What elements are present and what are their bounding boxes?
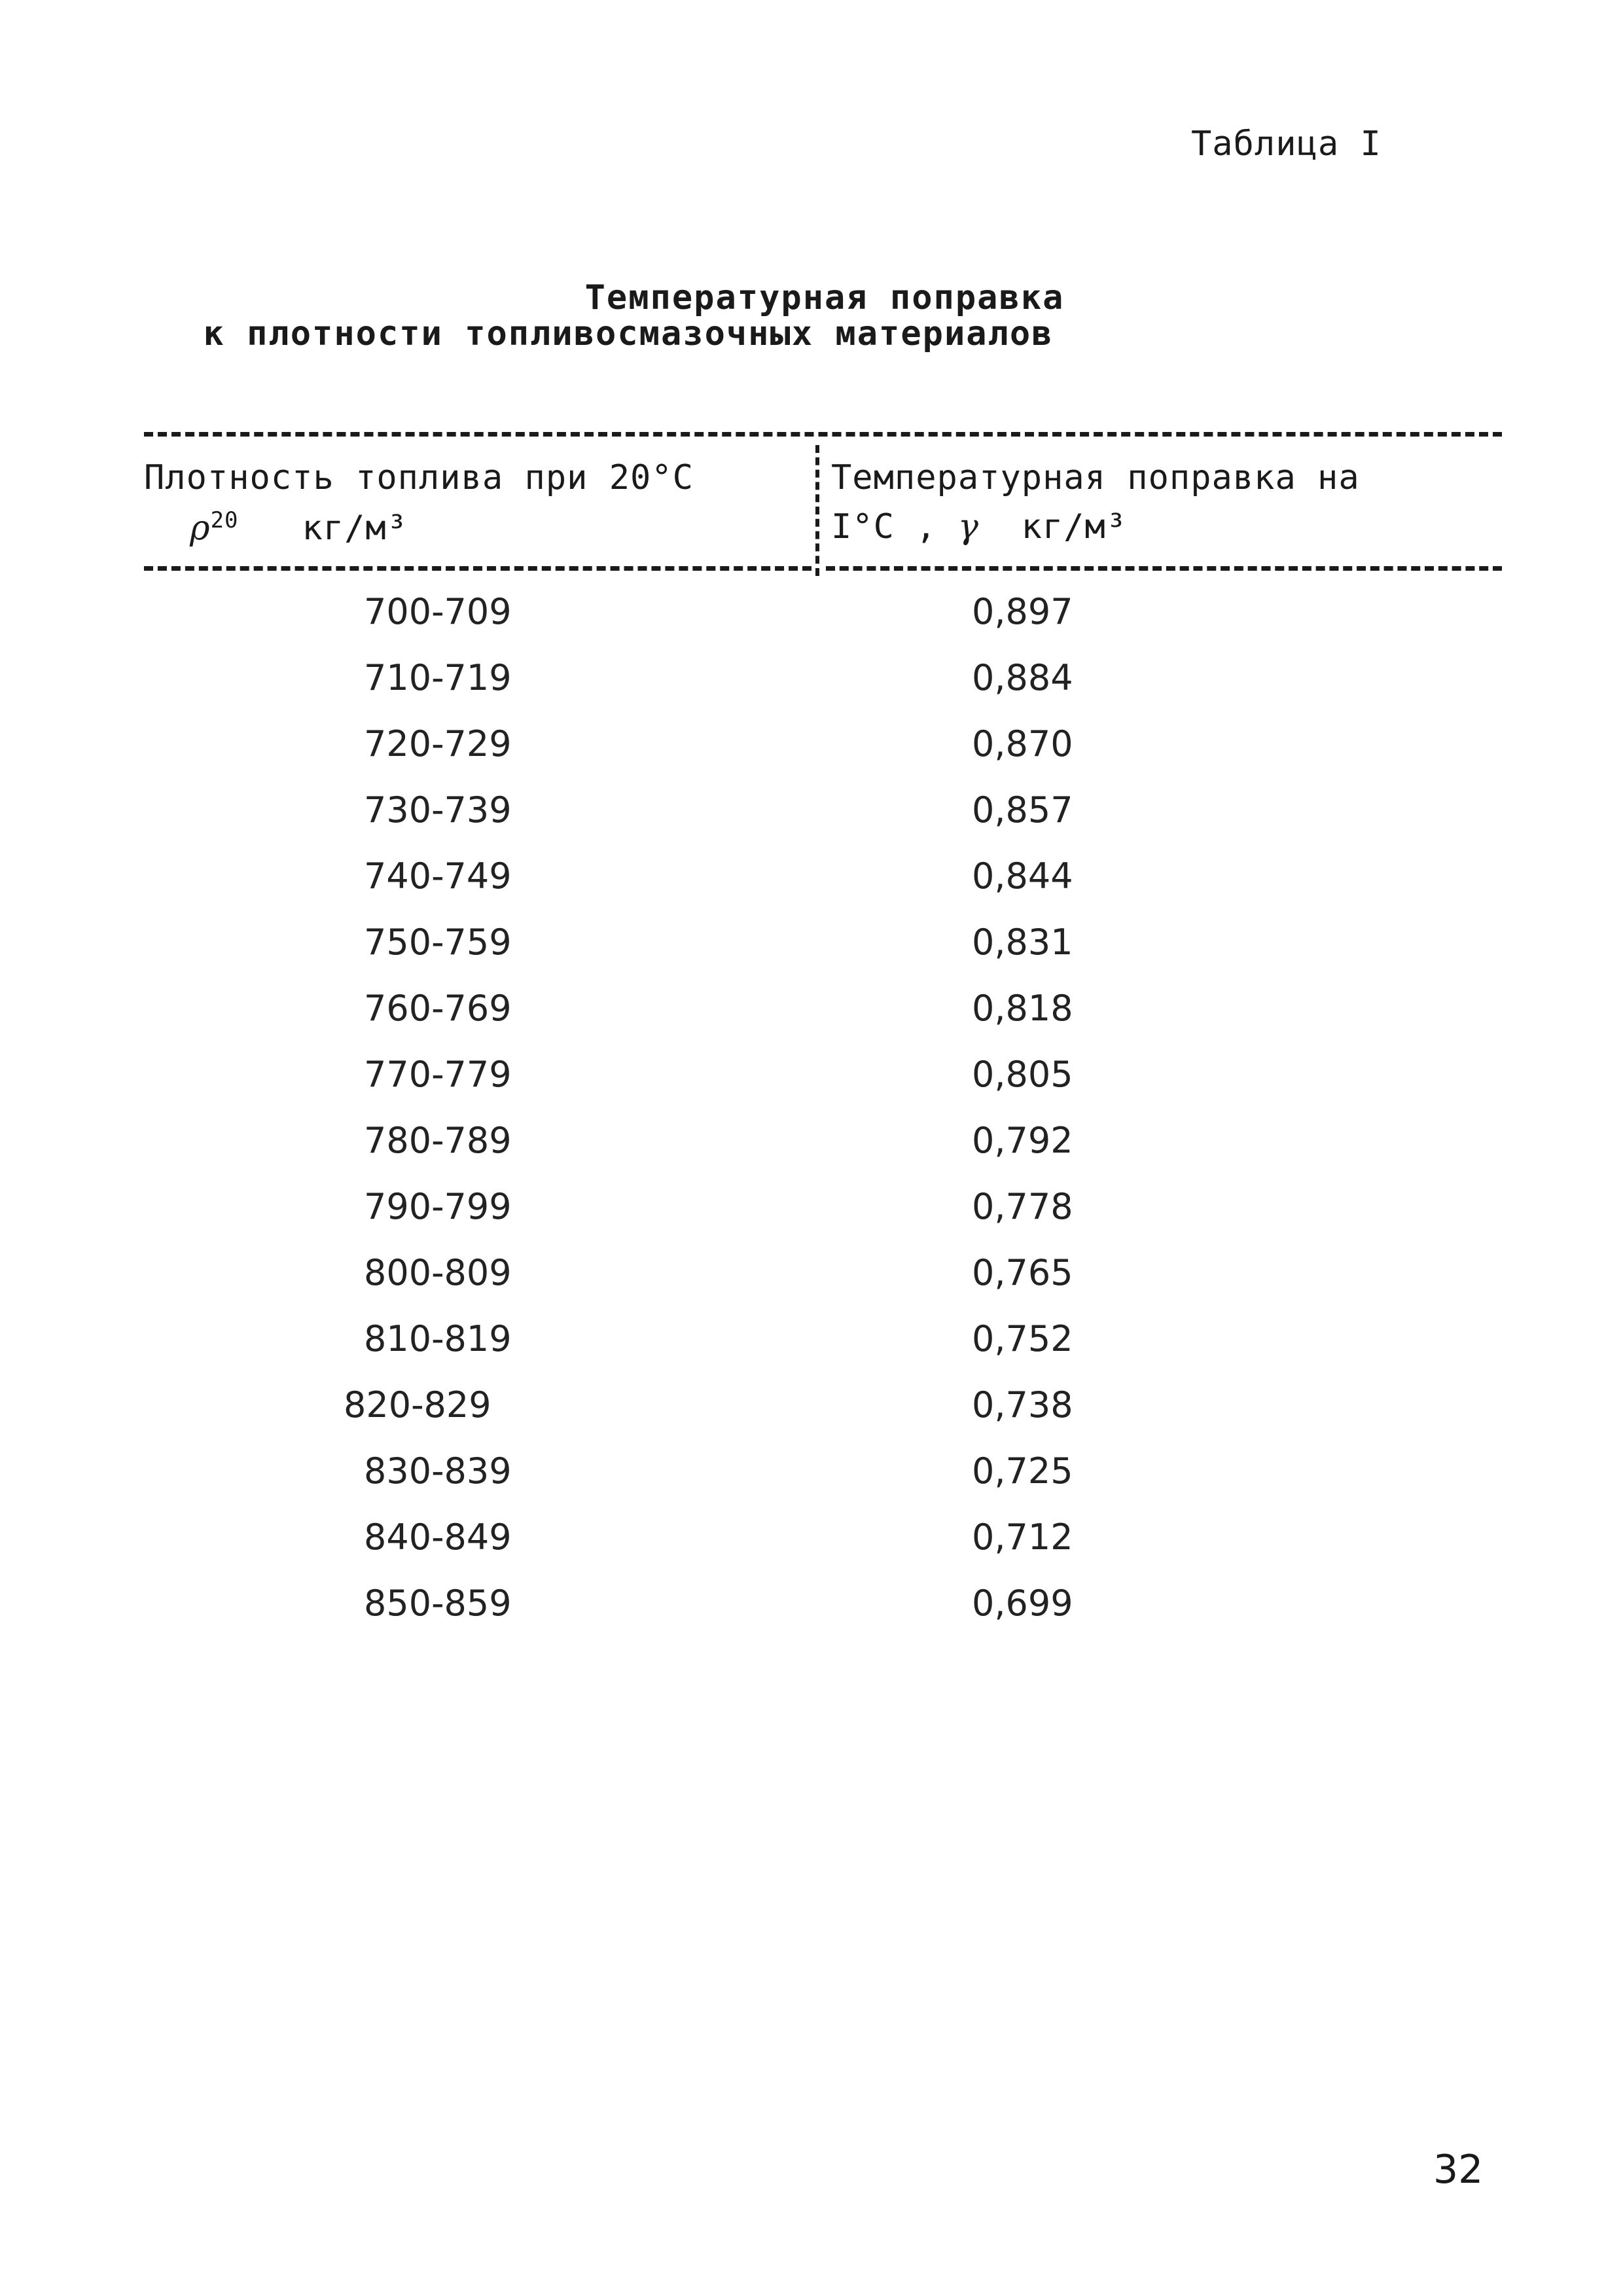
correction-value-cell: 0,805 bbox=[972, 1054, 1073, 1095]
table-row bbox=[0, 1379, 1623, 1445]
header-column-divider bbox=[815, 445, 819, 576]
density-range-cell: 750-759 bbox=[364, 922, 512, 963]
header-bottom-rule-left bbox=[144, 566, 812, 571]
table-row bbox=[0, 1511, 1623, 1577]
correction-value-cell: 0,738 bbox=[972, 1384, 1073, 1426]
rho-symbol: ρ bbox=[190, 509, 211, 548]
density-range-cell: 830-839 bbox=[364, 1450, 512, 1492]
correction-value-cell: 0,778 bbox=[972, 1186, 1073, 1227]
correction-unit: кг/м³ bbox=[1021, 507, 1128, 547]
table-row bbox=[0, 1247, 1623, 1313]
correction-value-cell: 0,818 bbox=[972, 988, 1073, 1029]
density-unit: кг/м³ bbox=[302, 509, 408, 548]
correction-value-cell: 0,857 bbox=[972, 789, 1073, 831]
table-row bbox=[0, 850, 1623, 916]
density-range-cell: 770-779 bbox=[364, 1054, 512, 1095]
table-row bbox=[0, 1115, 1623, 1181]
table-label: Таблица I bbox=[1191, 124, 1382, 164]
correction-value-cell: 0,831 bbox=[972, 922, 1073, 963]
correction-value-cell: 0,844 bbox=[972, 855, 1073, 897]
density-range-cell: 800-809 bbox=[364, 1252, 512, 1293]
correction-value-cell: 0,765 bbox=[972, 1252, 1073, 1293]
table-title-line2: к плотности топливосмазочных материалов bbox=[203, 314, 1054, 353]
table-row bbox=[0, 1445, 1623, 1511]
header-density-symbol-line bbox=[190, 507, 408, 548]
density-range-cell: 710-719 bbox=[364, 657, 512, 698]
density-range-cell: 810-819 bbox=[364, 1318, 512, 1359]
correction-value-cell: 0,897 bbox=[972, 591, 1073, 632]
density-range-cell: 720-729 bbox=[364, 723, 512, 764]
density-range-cell: 700-709 bbox=[364, 591, 512, 632]
correction-value-cell: 0,792 bbox=[972, 1120, 1073, 1161]
header-density-label: Плотность топлива при 20°С bbox=[144, 458, 694, 497]
table-row bbox=[0, 982, 1623, 1049]
density-range-cell: 820-829 bbox=[344, 1384, 491, 1426]
table-body bbox=[0, 586, 1623, 1643]
density-range-cell: 850-859 bbox=[364, 1583, 512, 1624]
table-row bbox=[0, 652, 1623, 718]
correction-value-cell: 0,725 bbox=[972, 1450, 1073, 1492]
rho-superscript: 20 bbox=[210, 507, 239, 533]
header-bottom-rule-right bbox=[826, 566, 1502, 571]
table-row bbox=[0, 1181, 1623, 1247]
density-range-cell: 730-739 bbox=[364, 789, 512, 831]
correction-value-cell: 0,870 bbox=[972, 723, 1073, 764]
correction-value-cell: 0,699 bbox=[972, 1583, 1073, 1624]
gamma-symbol: γ bbox=[957, 507, 979, 547]
table-row bbox=[0, 1577, 1623, 1643]
page-number: 32 bbox=[1433, 2147, 1484, 2193]
table-row bbox=[0, 586, 1623, 652]
correction-value-cell: 0,752 bbox=[972, 1318, 1073, 1359]
per-degree-label: I°С , bbox=[831, 507, 937, 547]
density-range-cell: 740-749 bbox=[364, 855, 512, 897]
table-row bbox=[0, 718, 1623, 784]
table-row bbox=[0, 1313, 1623, 1379]
header-top-rule bbox=[144, 432, 1502, 437]
table-row bbox=[0, 916, 1623, 982]
density-range-cell: 760-769 bbox=[364, 988, 512, 1029]
header-correction-symbol-line bbox=[831, 507, 1127, 547]
header-correction-label: Температурная поправка на bbox=[831, 458, 1360, 497]
density-range-cell: 790-799 bbox=[364, 1186, 512, 1227]
table-row bbox=[0, 1049, 1623, 1115]
correction-value-cell: 0,884 bbox=[972, 657, 1073, 698]
density-range-cell: 840-849 bbox=[364, 1516, 512, 1558]
table-row bbox=[0, 784, 1623, 850]
table-title-line1: Температурная поправка bbox=[584, 278, 1065, 317]
correction-value-cell: 0,712 bbox=[972, 1516, 1073, 1558]
density-range-cell: 780-789 bbox=[364, 1120, 512, 1161]
